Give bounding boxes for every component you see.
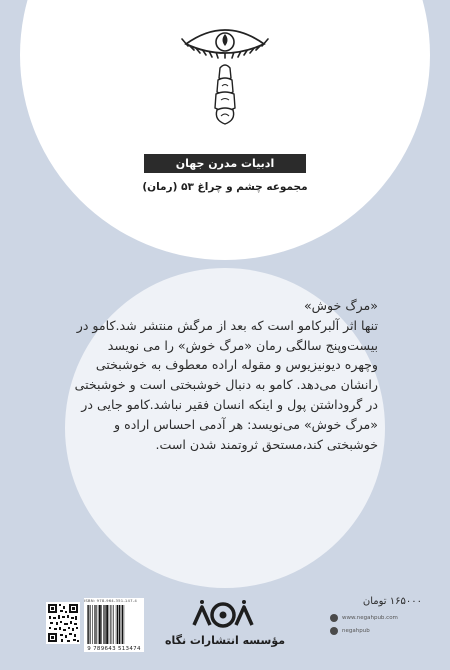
barcode	[84, 598, 144, 652]
barcode-bars-icon	[84, 598, 144, 652]
series-title-bar: ادبیات مدرن جهان	[144, 154, 306, 173]
barcode-number: 9 789643 513474	[87, 646, 141, 652]
isbn-label: ISBN: 978-964-351-147-4	[84, 598, 137, 603]
publisher-logo-text	[223, 629, 224, 630]
instagram-icon	[330, 627, 338, 635]
blurb-body: تنها اثر آلبرکامو است که بعد از مرگش منتشر شد.کامو در بیست‌وپنج سالگی رمان «مرگ خوش» را می‌ نویسد وچهره دیونیزیوس و مقوله اراده معطوف به خوشبختی رانشان می‌دهد. کامو به دنبال خوشبختی است و خوشبختی در گروداشتن پول و اینکه انسان فقیر نباشد.کامو جایی در «مرگ خوش» می‌نویسد: هر آدمی احساس اراده و خوشبختی کند،مستحق ثروتمند شدن است.	[74, 317, 378, 452]
instagram-row	[330, 624, 420, 637]
website-text: www.negahpub.com	[342, 614, 398, 621]
globe-icon	[330, 614, 338, 622]
website-row	[330, 611, 420, 624]
qr-code-icon	[46, 598, 80, 648]
eye-candle-icon	[180, 20, 270, 135]
blurb-title: «مرگ خوش»	[303, 298, 378, 313]
blurb-block	[74, 296, 378, 454]
instagram-text: negahpub	[342, 627, 370, 634]
series-subtitle: مجموعه چشم و چراغ ۵۳ (رمان)	[142, 181, 308, 193]
price-label: ۱۶۵۰۰۰ تومان	[362, 596, 422, 607]
publisher-logo-icon	[188, 597, 258, 631]
publisher-name: مؤسسه انتشارات نگاه	[164, 634, 286, 647]
social-links	[330, 611, 420, 637]
